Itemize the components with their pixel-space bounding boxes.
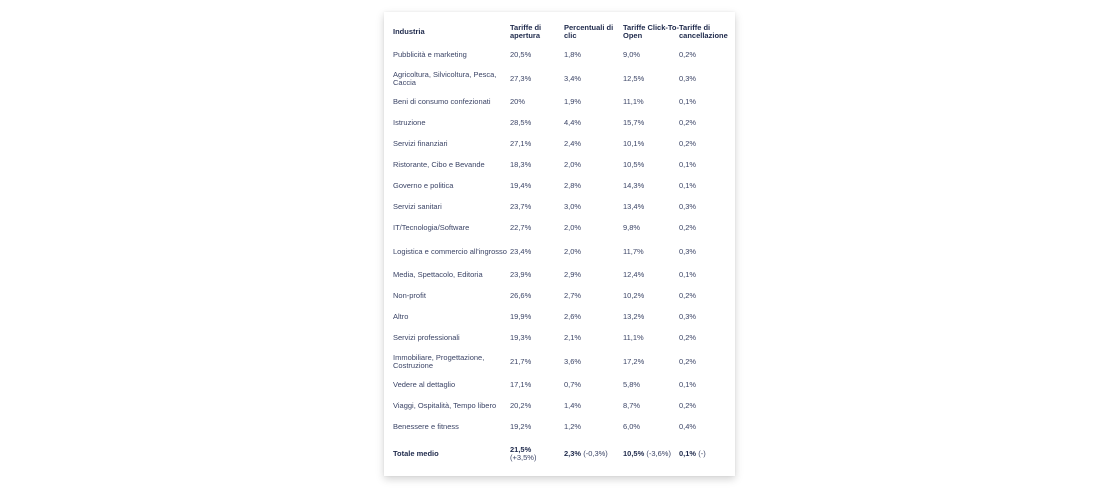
table-row — [393, 155, 733, 176]
cell-industry: Pubblicità e marketing — [393, 50, 467, 60]
total-open-cell — [510, 438, 564, 470]
cell-open-rate: 18,3% — [510, 160, 532, 170]
total-unsub-delta: (-) — [698, 448, 706, 458]
cell-click-rate: 2,9% — [564, 270, 582, 280]
table-row — [393, 375, 733, 396]
cell-click-to-open: 9,0% — [623, 50, 641, 60]
cell-open-rate: 19,9% — [510, 312, 532, 322]
cell-industry: Logistica e commercio all'ingrosso — [393, 246, 507, 256]
cell-click-to-open: 11,1% — [623, 333, 644, 343]
cell-unsubscribe-rate: 0,1% — [679, 270, 697, 280]
cell-unsubscribe-rate: 0,1% — [679, 97, 697, 107]
cell-unsubscribe-rate: 0,2% — [679, 333, 697, 343]
cell-unsubscribe-rate: 0,3% — [679, 312, 697, 322]
header-click-to-open: Tariffe Click-To-Open — [623, 22, 679, 40]
cell-click-rate: 2,1% — [564, 333, 582, 343]
cell-click-to-open: 14,3% — [623, 181, 645, 191]
cell-industry: Servizi professionali — [393, 333, 460, 343]
table-row — [393, 92, 733, 113]
cell-unsubscribe-rate: 0,2% — [679, 223, 697, 233]
cell-open-rate: 23,7% — [510, 202, 532, 212]
cell-unsubscribe-rate: 0,2% — [679, 356, 697, 366]
cell-click-to-open: 11,7% — [623, 246, 644, 256]
cell-click-to-open: 5,8% — [623, 380, 641, 390]
table-row — [393, 328, 733, 349]
table-row — [393, 265, 733, 286]
header-industry: Industria — [393, 26, 425, 36]
cell-industry: Servizi finanziari — [393, 139, 448, 149]
cell-click-to-open: 9,8% — [623, 223, 641, 233]
total-unsub: 0,1% — [679, 448, 697, 458]
cell-click-to-open: 17,2% — [623, 356, 645, 366]
cell-industry: Non-profit — [393, 291, 426, 301]
cell-click-rate: 2,0% — [564, 223, 582, 233]
cell-open-rate: 23,9% — [510, 270, 532, 280]
cell-industry: Vedere al dettaglio — [393, 380, 456, 390]
cell-unsubscribe-rate: 0,2% — [679, 139, 697, 149]
table-row — [393, 113, 733, 134]
cell-click-to-open: 10,5% — [623, 160, 645, 170]
cell-industry: Benessere e fitness — [393, 422, 459, 432]
total-click-cell — [564, 438, 623, 470]
cell-industry: Media, Spettacolo, Editoria — [393, 270, 483, 280]
cell-open-rate: 19,2% — [510, 422, 532, 432]
cell-open-rate: 17,1% — [510, 380, 532, 390]
cell-industry: Altro — [393, 312, 409, 322]
cell-click-rate: 4,4% — [564, 118, 582, 128]
cell-open-rate: 27,3% — [510, 73, 532, 83]
cell-open-rate: 27,1% — [510, 139, 532, 149]
cell-click-rate: 2,0% — [564, 160, 582, 170]
cell-click-to-open: 11,1% — [623, 97, 644, 107]
cell-click-rate: 2,7% — [564, 291, 582, 301]
cell-unsubscribe-rate: 0,3% — [679, 246, 697, 256]
cell-click-to-open: 12,5% — [623, 73, 645, 83]
cell-industry: Governo e politica — [393, 181, 454, 191]
cell-unsubscribe-rate: 0,2% — [679, 401, 697, 411]
benchmark-table-card — [384, 12, 735, 476]
cell-click-to-open: 13,4% — [623, 202, 645, 212]
cell-click-rate: 0,7% — [564, 380, 582, 390]
table-row — [393, 286, 733, 307]
total-row — [393, 438, 733, 470]
cell-unsubscribe-rate: 0,3% — [679, 202, 697, 212]
header-open-rate: Tariffe di apertura — [510, 22, 542, 40]
cell-industry: Istruzione — [393, 118, 426, 128]
cell-click-to-open: 10,2% — [623, 291, 645, 301]
table-row — [393, 307, 733, 328]
cell-industry: Immobiliare, Progettazione, Costruzione — [393, 352, 485, 370]
table-row — [393, 239, 733, 265]
cell-click-rate: 3,0% — [564, 202, 582, 212]
cell-unsubscribe-rate: 0,1% — [679, 380, 697, 390]
cell-click-rate: 1,8% — [564, 50, 582, 60]
table-row — [393, 134, 733, 155]
total-click-delta: (-0,3%) — [583, 448, 608, 458]
email-benchmark-table — [393, 19, 733, 470]
cell-open-rate: 23,4% — [510, 246, 532, 256]
cell-click-to-open: 8,7% — [623, 401, 641, 411]
cell-click-to-open: 13,2% — [623, 312, 645, 322]
cell-click-rate: 1,9% — [564, 97, 582, 107]
cell-click-rate: 1,4% — [564, 401, 582, 411]
total-click: 2,3% — [564, 448, 582, 458]
cell-click-rate: 2,6% — [564, 312, 582, 322]
table-header-row — [393, 19, 733, 45]
cell-click-to-open: 10,1% — [623, 139, 645, 149]
total-label: Totale medio — [393, 448, 439, 458]
cell-click-rate: 3,4% — [564, 73, 582, 83]
table-row — [393, 176, 733, 197]
cell-open-rate: 28,5% — [510, 118, 532, 128]
table-row — [393, 218, 733, 239]
cell-click-rate: 2,8% — [564, 181, 582, 191]
cell-industry: IT/Tecnologia/Software — [393, 223, 470, 233]
cell-open-rate: 21,7% — [510, 356, 532, 366]
total-open-delta: (+3,5%) — [510, 453, 537, 462]
header-click-rate: Percentuali di clic — [564, 22, 614, 40]
header-unsubscribe-rate: Tariffe di cancellazione — [679, 22, 728, 40]
table-row — [393, 45, 733, 66]
cell-open-rate: 26,6% — [510, 291, 532, 301]
table-row — [393, 197, 733, 218]
cell-open-rate: 19,4% — [510, 181, 532, 191]
cell-click-rate: 2,0% — [564, 246, 582, 256]
cell-industry: Ristorante, Cibo e Bevande — [393, 160, 485, 170]
cell-unsubscribe-rate: 0,3% — [679, 73, 697, 83]
cell-open-rate: 20,2% — [510, 401, 532, 411]
table-row — [393, 396, 733, 417]
cell-click-rate: 2,4% — [564, 139, 582, 149]
cell-industry: Beni di consumo confezionati — [393, 97, 491, 107]
cell-industry: Viaggi, Ospitalità, Tempo libero — [393, 401, 497, 411]
total-unsub-cell — [679, 438, 733, 470]
cell-open-rate: 19,3% — [510, 333, 532, 343]
cell-open-rate: 20,5% — [510, 50, 532, 60]
cell-unsubscribe-rate: 0,2% — [679, 50, 697, 60]
table-row — [393, 417, 733, 438]
cell-industry: Agricoltura, Silvicoltura, Pesca, Caccia — [393, 69, 497, 87]
cell-click-to-open: 15,7% — [623, 118, 645, 128]
total-cto-cell — [623, 438, 679, 470]
cell-unsubscribe-rate: 0,4% — [679, 422, 697, 432]
total-cto-delta: (-3,6%) — [646, 448, 671, 458]
cell-click-to-open: 6,0% — [623, 422, 641, 432]
cell-click-rate: 3,6% — [564, 356, 582, 366]
cell-unsubscribe-rate: 0,2% — [679, 291, 697, 301]
total-cto: 10,5% — [623, 448, 645, 458]
cell-open-rate: 20% — [510, 97, 526, 107]
cell-unsubscribe-rate: 0,2% — [679, 118, 697, 128]
table-row — [393, 66, 733, 92]
cell-unsubscribe-rate: 0,1% — [679, 160, 697, 170]
cell-click-rate: 1,2% — [564, 422, 582, 432]
total-open: 21,5% — [510, 444, 532, 454]
cell-industry: Servizi sanitari — [393, 202, 442, 212]
cell-open-rate: 22,7% — [510, 223, 532, 233]
cell-unsubscribe-rate: 0,1% — [679, 181, 697, 191]
table-row — [393, 349, 733, 375]
cell-click-to-open: 12,4% — [623, 270, 645, 280]
